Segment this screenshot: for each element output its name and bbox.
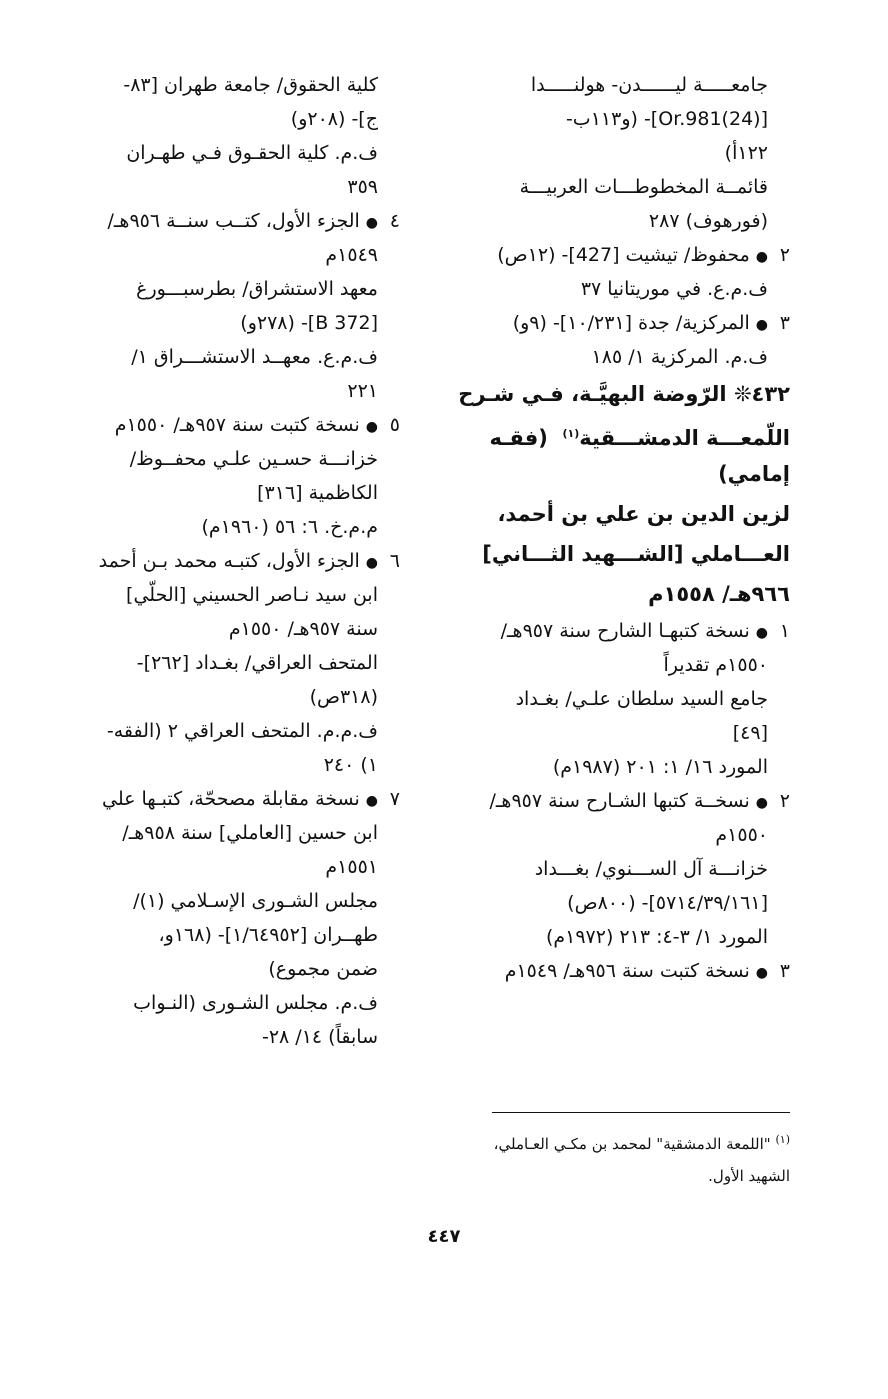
intro-line: [Or.981(24)]- (و١١٣ب- bbox=[565, 108, 768, 130]
bullet-icon: ● bbox=[365, 555, 378, 571]
list-item-line: ١) ٢٤٠ bbox=[323, 754, 378, 776]
author-line: لزين الدين بن علي بن أحمد، bbox=[497, 502, 790, 526]
list-item-line: خزانـــة آل الســـنوي/ بغـــداد bbox=[534, 858, 768, 880]
entry-heading-line: إمامي) bbox=[718, 462, 790, 486]
item-number: ٣ bbox=[779, 312, 790, 334]
list-item-line: [B 372]- (٢٧٨و) bbox=[240, 312, 378, 334]
bullet-icon: ● bbox=[755, 965, 768, 981]
list-item-line: (٣١٨ص) bbox=[309, 686, 378, 708]
list-item-line: المورد ١٦/ ١: ٢٠١ (١٩٨٧م) bbox=[552, 756, 768, 778]
left-column bbox=[74, 68, 400, 1054]
author-line: العـــاملي [الشـــهيد الثـــاني] bbox=[482, 542, 790, 566]
list-item-line: ١٥٥١م bbox=[325, 856, 378, 878]
item-number: ٥ bbox=[389, 414, 400, 436]
list-item-line: ف.م.ع. معهــد الاستشـــراق ١/ bbox=[131, 346, 378, 368]
list-item-line: ١٥٥٠م bbox=[715, 824, 768, 846]
entry-number: ٤٣٢ bbox=[751, 382, 790, 406]
list-item-line: [٥٧١٤/٣٩/١٦١]- (٨٠٠ص) bbox=[567, 892, 768, 914]
list-item-line: جامع السيد سلطان علـي/ بغـداد bbox=[515, 688, 768, 710]
list-item-line: معهد الاستشراق/ بطرسبـــورغ bbox=[136, 278, 378, 300]
author-dates: ٩٦٦هـ/ ١٥٥٨م bbox=[648, 582, 790, 606]
list-item-line: الكاظمية [٣١٦] bbox=[257, 482, 378, 504]
footnote-mark: (١) bbox=[775, 1133, 790, 1146]
bullet-icon: ● bbox=[755, 625, 768, 641]
list-item: ٢●محفوظ/ تيشيت [427]- (١٢ص) bbox=[448, 238, 790, 272]
footnote-mark: (١) bbox=[562, 427, 580, 440]
list-item-line: ابن سيد نـاصر الحسيني [الحلّي] bbox=[126, 584, 378, 606]
list-item: ٥●نسخة كتبت سنة ٩٥٧هـ/ ١٥٥٠م bbox=[74, 408, 400, 442]
list-item-line: ٢٢١ bbox=[347, 380, 378, 402]
list-item-line: م.م.خ. ٦: ٥٦ (١٩٦٠م) bbox=[201, 516, 378, 538]
right-column bbox=[448, 68, 790, 988]
footnote-divider bbox=[492, 1112, 790, 1113]
page-number: ٤٤٧ bbox=[427, 1226, 461, 1247]
footnote bbox=[448, 1124, 790, 1192]
entry-heading-line: اللّمعـــة الدمشـــقية$^{(١)}$ (فقـه bbox=[489, 426, 790, 450]
list-item-line: ١٥٤٩م bbox=[325, 244, 378, 266]
list-item-line: ف.م. مجلس الشـورى (النـواب bbox=[133, 992, 378, 1014]
bullet-icon: ● bbox=[365, 419, 378, 435]
list-item-line: ف.م.ع. في موريتانيا ٣٧ bbox=[580, 278, 768, 300]
list-item-line: كلية الحقوق/ جامعة طهران [٨٣- bbox=[123, 74, 378, 96]
list-item-line: ٣٥٩ bbox=[347, 176, 378, 198]
list-item-line: مجلس الشـورى الإسـلامي (١)/ bbox=[133, 890, 378, 912]
list-item-line: ابن حسين [العاملي] سنة ٩٥٨هـ/ bbox=[122, 822, 378, 844]
list-item-line: ١٥٥٠م تقديراً bbox=[663, 654, 768, 676]
bullet-icon: ● bbox=[755, 317, 768, 333]
list-item: ٤●الجزء الأول، كتــب سنــة ٩٥٦هـ/ bbox=[74, 204, 400, 238]
list-item: ٣●المركزية/ جدة [١٠/٢٣١]- (٩و) bbox=[448, 306, 790, 340]
item-number: ٦ bbox=[389, 550, 400, 572]
list-item-line: المتحف العراقي/ بغـداد [٢٦٢]- bbox=[136, 652, 378, 674]
list-item-line: سنة ٩٥٧هـ/ ١٥٥٠م bbox=[228, 618, 378, 640]
list-item-line: ف.م.م. المتحف العراقي ٢ (الفقه- bbox=[106, 720, 378, 742]
list-item-line: سابقاً) ١٤/ ٢٨- bbox=[261, 1026, 378, 1048]
item-number: ٢ bbox=[779, 790, 790, 812]
bullet-icon: ● bbox=[755, 249, 768, 265]
intro-line: قائمــة المخطوطـــات العربيـــة bbox=[519, 176, 768, 198]
list-item-line: [٤٩] bbox=[732, 722, 768, 744]
list-item: ٢●نسخــة كتبها الشـارح سنة ٩٥٧هـ/ bbox=[448, 784, 790, 818]
list-item-line: ضمن مجموع) bbox=[268, 958, 378, 980]
list-item-line: ف.م. المركزية ١/ ١٨٥ bbox=[591, 346, 768, 368]
bullet-icon: ● bbox=[755, 795, 768, 811]
bullet-icon: ● bbox=[365, 215, 378, 231]
list-item: ٧●نسخة مقابلة مصححّة، كتبـها علي bbox=[74, 782, 400, 816]
item-number: ٧ bbox=[389, 788, 400, 810]
list-item-line: ج]- (٢٠٨و) bbox=[290, 108, 378, 130]
list-item-line: خزانـــة حسـين علـي محفــوظ/ bbox=[129, 448, 378, 470]
footnote-line: $^{(١)}$ "اللمعة الدمشقية" لمحمد بن مكـي العـاملي، bbox=[493, 1133, 790, 1153]
intro-line: جامعـــــة ليــــــدن- هولنـــــدا bbox=[530, 74, 768, 96]
list-item: ٦●الجزء الأول، كتبـه محمد بـن أحمد bbox=[74, 544, 400, 578]
item-number: ٢ bbox=[779, 244, 790, 266]
list-item-line: المورد ١/ ٣-٤: ٢١٣ (١٩٧٢م) bbox=[545, 926, 768, 948]
list-item: ٣●نسخة كتبت سنة ٩٥٦هـ/ ١٥٤٩م bbox=[448, 954, 790, 988]
list-item-line: ف.م. كلية الحقـوق فـي طهـران bbox=[126, 142, 378, 164]
item-number: ٤ bbox=[389, 210, 400, 232]
item-number: ٣ bbox=[779, 960, 790, 982]
bullet-icon: ● bbox=[365, 793, 378, 809]
star-icon: ❊ bbox=[733, 382, 752, 406]
intro-line: ١٢٢أ) bbox=[724, 142, 768, 164]
item-number: ١ bbox=[779, 620, 790, 642]
list-item-line: طهــران [١/٦٤٩٥٢]- (١٦٨و، bbox=[158, 924, 378, 946]
entry-heading: ٤٣٢❊ الرّوضة البهيَّـة، فـي شـرح bbox=[458, 382, 790, 406]
intro-line: (فورهوف) ٢٨٧ bbox=[648, 210, 768, 232]
list-item: ١●نسخة كتبهـا الشارح سنة ٩٥٧هـ/ bbox=[448, 614, 790, 648]
footnote-line: الشهيد الأول. bbox=[708, 1167, 790, 1185]
